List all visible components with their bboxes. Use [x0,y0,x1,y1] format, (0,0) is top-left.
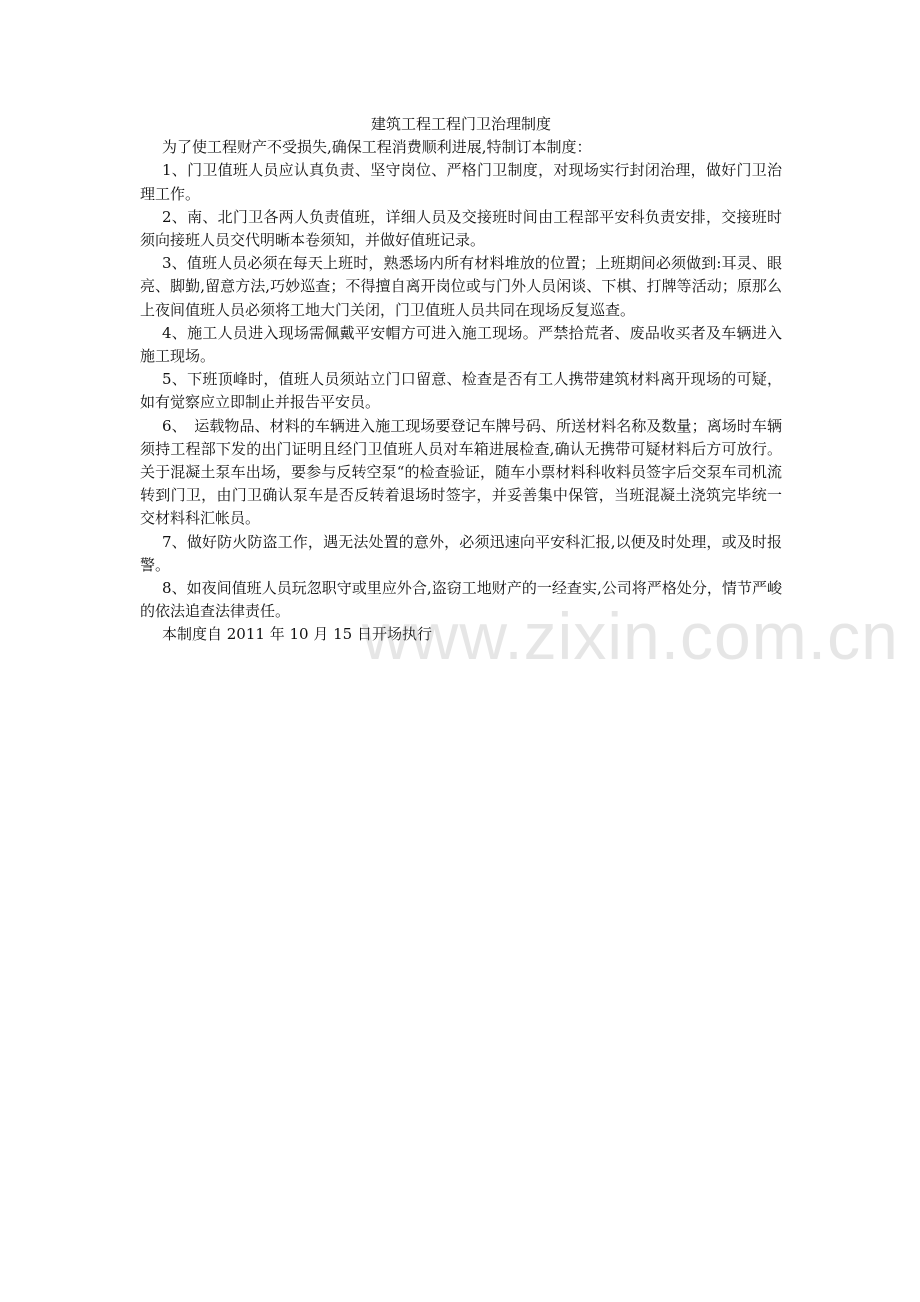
watermark-text: www.zixin.com.cn [362,599,899,673]
effective-date-line: 本制度自 2011 年 10 月 15 日开场执行 [162,625,432,644]
document-title: 建筑工程工程门卫治理制度 [370,115,551,133]
clause-1: 1、门卫值班人员应认真负责、坚守岗位、严格门卫制度，对现场实行封闭治理，做好门卫治理工作。 [140,161,782,203]
clause-4: 4、施工人员进入现场需佩戴平安帽方可进入施工现场。严禁拾荒者、废品收买者及车辆进入施工现场。 [140,323,782,366]
clause-3: 3、值班人员必须在每天上班时，熟悉场内所有材料堆放的位置；上班期间必须做到:耳灵、眼亮、脚勤,留意方法,巧妙巡查；不得擅自离开岗位或与门外人员闲谈、下棋、打牌等活动；原那么上夜间值班人员必须将工地大门关闭，门卫值班人员共同在现场反复巡查。 [140,254,782,319]
clause-2: 2、南、北门卫各两人负责值班，详细人员及交接班时间由工程部平安科负责安排，交接班时须向接班人员交代明晰本卷须知，并做好值班记录。 [140,207,782,250]
intro-paragraph: 为了使工程财产不受损失,确保工程消费顺利进展,特制订本制度： [162,138,592,157]
clause-6: 6、 运载物品、材料的车辆进入施工现场要登记车牌号码、所送材料名称及数量；离场时车辆须持工程部下发的出门证明且经门卫值班人员对车箱进展检查,确认无携带可疑材料后方可放行。关于混凝土泵车出场，要参与反转空泵“的检查验证，随车小票材料科收料员签字后交泵车司机流转到门卫，由门卫确认泵车是否反转着退场时签字，并妥善集中保管，当班混凝土浇筑完毕统一交材料科汇帐员。 [140,416,782,528]
clause-5: 5、下班顶峰时，值班人员须站立门口留意、检查是否有工人携带建筑材料离开现场的可疑，如有觉察应立即制止并报告平安员。 [140,370,782,412]
document-body [140,113,782,647]
clause-7: 7、做好防火防盗工作，遇无法处置的意外，必须迅速向平安科汇报,以便及时处理，或及时报警。 [140,532,782,574]
clause-8: 8、如夜间值班人员玩忽职守或里应外合,盗窃工地财产的一经查实,公司将严格处分，情节严峻的依法追查法律责任。 [140,579,782,621]
